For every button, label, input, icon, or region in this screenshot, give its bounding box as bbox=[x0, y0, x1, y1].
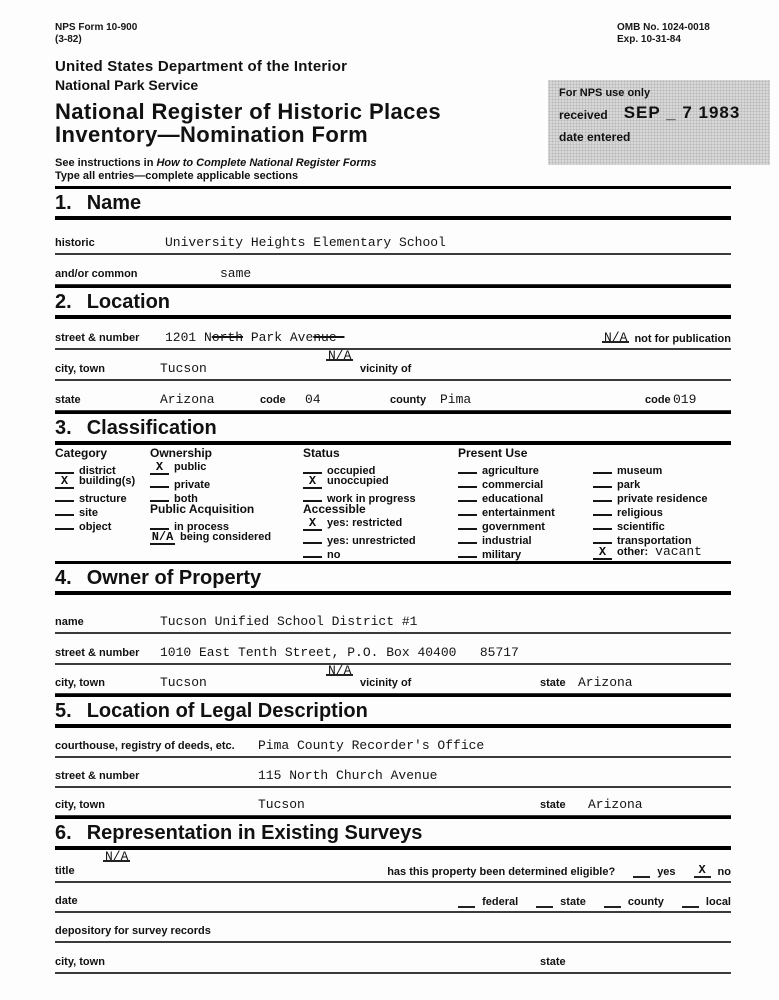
omb-block bbox=[617, 22, 710, 46]
owner-city-label: city, town bbox=[55, 677, 105, 689]
checkbox-label: industrial bbox=[482, 535, 532, 547]
na-value: N/A bbox=[604, 330, 628, 345]
legal-street-row bbox=[55, 757, 731, 788]
federal-label: federal bbox=[482, 896, 519, 908]
checkbox-item bbox=[458, 502, 555, 519]
checkbox-item bbox=[150, 474, 271, 491]
checkbox-label: yes: restricted bbox=[327, 517, 403, 529]
agency-title: National Park Service bbox=[55, 77, 199, 93]
owner-name-value: Tucson Unified School District #1 bbox=[160, 614, 418, 629]
date-entered-row bbox=[559, 130, 770, 144]
checkbox-item bbox=[593, 460, 708, 477]
city-label: city, town bbox=[55, 363, 105, 375]
checkbox-item bbox=[458, 516, 555, 533]
checkbox-label: yes: unrestricted bbox=[327, 535, 416, 547]
checkbox-label: in process bbox=[174, 521, 230, 533]
checkbox-label: commercial bbox=[482, 479, 544, 491]
section-1-title: Name bbox=[86, 192, 142, 214]
checkbox-item bbox=[303, 460, 416, 477]
checkbox-item bbox=[593, 516, 708, 533]
checkbox-item bbox=[458, 544, 555, 561]
form-title-line1: National Register of Historic Places bbox=[55, 99, 442, 124]
survey-title-label: title bbox=[55, 865, 75, 877]
owner-state-value: Arizona bbox=[578, 675, 633, 690]
yes-blank bbox=[633, 864, 650, 878]
received-row bbox=[559, 103, 770, 123]
checkbox-label: educational bbox=[482, 493, 544, 505]
checkbox-label: scientific bbox=[617, 521, 665, 533]
owner-name-label: name bbox=[55, 616, 84, 628]
street-value: 1201 North Park Avenue— bbox=[165, 330, 345, 345]
state-label: state bbox=[560, 896, 586, 908]
no-blank: X bbox=[694, 864, 711, 878]
checkbox-blank bbox=[55, 502, 74, 516]
checkbox-item bbox=[55, 474, 135, 488]
nps-use-only-label: For NPS use only bbox=[559, 87, 651, 99]
instructions bbox=[55, 157, 377, 183]
category-header: Category bbox=[55, 446, 108, 460]
eligible-question: has this property been determined eligible? bbox=[387, 866, 616, 878]
checkbox-blank bbox=[593, 474, 612, 488]
county-code-value: 019 bbox=[673, 392, 697, 407]
section-5-number: 5. bbox=[55, 700, 72, 722]
common-name-row bbox=[55, 254, 731, 286]
checkbox-label: unoccupied bbox=[327, 475, 389, 487]
checkbox-blank bbox=[458, 502, 477, 516]
checkbox-item bbox=[55, 460, 135, 477]
courthouse-label: courthouse, registry of deeds, etc. bbox=[55, 740, 235, 752]
owner-street-label: street & number bbox=[55, 647, 140, 659]
form-revision: (3-82) bbox=[55, 34, 82, 45]
checkbox-label: private bbox=[174, 479, 211, 491]
section-6-title: Representation in Existing Surveys bbox=[86, 822, 423, 844]
received-label: received bbox=[559, 107, 608, 122]
checkbox-blank bbox=[303, 530, 322, 544]
depository-label: depository for survey records bbox=[55, 925, 211, 937]
struck-text: nue— bbox=[313, 330, 345, 345]
checkbox-label: no bbox=[327, 549, 341, 561]
section-6-number: 6. bbox=[55, 822, 72, 844]
ownership-column bbox=[150, 446, 271, 544]
county-code-label: code bbox=[645, 394, 671, 406]
survey-date-label: date bbox=[55, 895, 78, 907]
checkbox-blank bbox=[593, 460, 612, 474]
checkbox-blank bbox=[55, 488, 74, 502]
section-3-header bbox=[55, 411, 731, 445]
legal-city-label: city, town bbox=[55, 799, 105, 811]
eligible-group bbox=[387, 864, 731, 878]
checkbox-blank bbox=[593, 530, 612, 544]
local-label: local bbox=[705, 896, 731, 908]
checkbox-label: work in progress bbox=[327, 493, 416, 505]
state-label: state bbox=[55, 394, 81, 406]
checkbox-blank bbox=[593, 488, 612, 502]
historic-name-row bbox=[55, 220, 731, 255]
checkbox-item bbox=[458, 460, 555, 477]
checkbox-label: military bbox=[482, 549, 522, 561]
not-for-publication-label: not for publication bbox=[634, 333, 731, 345]
vicinity-na-value: N/A bbox=[328, 348, 352, 363]
survey-city-label: city, town bbox=[55, 956, 105, 968]
checkbox-item bbox=[150, 530, 271, 544]
instructions-line1: See instructions in How to Complete National Register Forms bbox=[55, 157, 377, 169]
survey-state-label: state bbox=[540, 956, 566, 968]
department-title: United States Department of the Interior bbox=[55, 58, 348, 75]
checkbox-item bbox=[303, 516, 416, 530]
checkbox-label: public bbox=[174, 461, 207, 473]
public-acquisition-header: Public Acquisition bbox=[150, 502, 255, 516]
accessible-header: Accessible bbox=[303, 502, 366, 516]
checkbox-label: occupied bbox=[327, 465, 376, 477]
checkbox-label: district bbox=[79, 465, 116, 477]
checkbox-blank: X bbox=[150, 461, 169, 475]
instructions-line2: Type all entries—complete applicable sections bbox=[55, 170, 299, 182]
state-county-row bbox=[55, 380, 731, 412]
checkbox-item bbox=[303, 474, 416, 488]
section-6-header bbox=[55, 816, 731, 850]
checkbox-blank bbox=[458, 544, 477, 558]
omb-expiration: Exp. 10-31-84 bbox=[617, 34, 681, 45]
checkbox-blank bbox=[150, 474, 169, 488]
local-blank bbox=[682, 894, 699, 908]
survey-city-row bbox=[55, 942, 731, 974]
checkbox-item bbox=[55, 516, 135, 533]
owner-vicinity-label: vicinity of bbox=[360, 677, 412, 689]
courthouse-value: Pima County Recorder's Office bbox=[258, 738, 485, 753]
checkbox-item bbox=[303, 530, 416, 547]
checkbox-item bbox=[150, 460, 271, 474]
common-value: same bbox=[220, 266, 252, 281]
section-2-number: 2. bbox=[55, 291, 72, 313]
checkbox-label: agriculture bbox=[482, 465, 539, 477]
vicinity-label: vicinity of bbox=[360, 363, 412, 375]
checkbox-blank bbox=[150, 488, 169, 502]
checkbox-blank bbox=[303, 460, 322, 474]
state-blank bbox=[536, 894, 553, 908]
section-5-title: Location of Legal Description bbox=[86, 700, 368, 722]
checkbox-label: entertainment bbox=[482, 507, 555, 519]
struck-text: orth bbox=[211, 330, 244, 345]
checkbox-item bbox=[55, 488, 135, 505]
street-number-row bbox=[55, 319, 731, 350]
legal-street-label: street & number bbox=[55, 770, 140, 782]
checkbox-blank bbox=[458, 516, 477, 530]
owner-vicinity-na: N/A bbox=[328, 663, 352, 678]
common-label: and/or common bbox=[55, 268, 138, 280]
checkbox-label: object bbox=[79, 521, 112, 533]
checkbox-label: other: bbox=[617, 546, 649, 558]
county-label: county bbox=[390, 394, 427, 406]
city-town-row bbox=[55, 349, 731, 381]
status-header: Status bbox=[303, 446, 340, 460]
omb-number: OMB No. 1024-0018 bbox=[617, 22, 710, 33]
street-label: street & number bbox=[55, 332, 140, 344]
checkbox-item bbox=[458, 488, 555, 505]
checkbox-item bbox=[593, 488, 708, 505]
section-4-title: Owner of Property bbox=[86, 567, 262, 589]
survey-title-row bbox=[55, 850, 731, 883]
not-for-publication-group bbox=[604, 330, 731, 345]
other-value: vacant bbox=[655, 544, 702, 559]
checkbox-label: private residence bbox=[617, 493, 708, 505]
county-blank bbox=[604, 894, 621, 908]
checkbox-blank bbox=[150, 516, 169, 530]
status-column bbox=[303, 446, 416, 561]
section-2-title: Location bbox=[86, 291, 171, 313]
checkbox-blank bbox=[593, 502, 612, 516]
checkbox-blank bbox=[458, 488, 477, 502]
checkbox-label: religious bbox=[617, 507, 663, 519]
checkbox-label: both bbox=[174, 493, 198, 505]
depository-row bbox=[55, 912, 731, 943]
legal-city-row bbox=[55, 787, 731, 817]
form-number: NPS Form 10-900 bbox=[55, 22, 138, 33]
checkbox-label: building(s) bbox=[79, 475, 136, 487]
form-title bbox=[55, 100, 441, 146]
form-number-block bbox=[55, 22, 137, 46]
owner-state-label: state bbox=[540, 677, 566, 689]
checkbox-blank bbox=[303, 488, 322, 502]
checkbox-blank bbox=[55, 516, 74, 530]
spacer bbox=[593, 446, 708, 460]
no-label: no bbox=[717, 866, 731, 878]
checkbox-blank: X bbox=[303, 475, 322, 489]
checkbox-item-other bbox=[593, 544, 708, 558]
yes-label: yes bbox=[657, 866, 676, 878]
legal-city-value: Tucson bbox=[258, 797, 305, 812]
state-value: Arizona bbox=[160, 392, 215, 407]
courthouse-row bbox=[55, 728, 731, 758]
historic-label: historic bbox=[55, 237, 95, 249]
owner-name-row bbox=[55, 596, 731, 634]
present-use-column-2 bbox=[593, 446, 708, 558]
checkbox-blank bbox=[458, 460, 477, 474]
received-date-stamp: SEP _ 7 1983 bbox=[623, 103, 741, 122]
owner-street-row bbox=[55, 633, 731, 665]
date-entered-label: date entered bbox=[559, 130, 631, 144]
survey-level-group bbox=[458, 894, 731, 908]
checkbox-blank: X bbox=[303, 517, 322, 531]
present-use-header: Present Use bbox=[458, 446, 528, 460]
owner-city-value: Tucson bbox=[160, 675, 207, 690]
section-4-header bbox=[55, 561, 731, 595]
checkbox-blank bbox=[458, 530, 477, 544]
present-use-column bbox=[458, 446, 555, 561]
checkbox-label: government bbox=[482, 521, 545, 533]
checkbox-label: site bbox=[79, 507, 98, 519]
survey-date-row bbox=[55, 882, 731, 913]
section-4-number: 4. bbox=[55, 567, 72, 589]
checkbox-blank bbox=[303, 544, 322, 558]
checkbox-blank bbox=[593, 516, 612, 530]
checkbox-blank bbox=[55, 460, 74, 474]
form-title-line2: Inventory—Nomination Form bbox=[55, 122, 369, 147]
checkbox-label: being considered bbox=[180, 531, 272, 543]
historic-value: University Heights Elementary School bbox=[165, 235, 446, 250]
state-code-value: 04 bbox=[305, 392, 321, 407]
section-3-title: Classification bbox=[86, 417, 217, 439]
section-1-header bbox=[55, 186, 731, 220]
federal-blank bbox=[458, 894, 475, 908]
checkbox-label: museum bbox=[617, 465, 663, 477]
owner-street-value: 1010 East Tenth Street, P.O. Box 40400 85717 bbox=[160, 645, 519, 660]
checkbox-blank: X bbox=[593, 546, 612, 560]
checkbox-item bbox=[303, 488, 416, 505]
city-value: Tucson bbox=[160, 361, 207, 376]
legal-street-value: 115 North Church Avenue bbox=[258, 768, 438, 783]
checkbox-blank: X bbox=[55, 475, 74, 489]
checkbox-item bbox=[150, 488, 271, 505]
section-3-number: 3. bbox=[55, 417, 72, 439]
checkbox-blank: N/A bbox=[151, 530, 174, 544]
section-2-header bbox=[55, 285, 731, 319]
category-column bbox=[55, 446, 136, 533]
nps-use-only-box bbox=[548, 80, 770, 165]
instructions-booklet-title: How to Complete National Register Forms bbox=[156, 157, 377, 169]
legal-state-value: Arizona bbox=[588, 797, 643, 812]
checkbox-label: structure bbox=[79, 493, 127, 505]
checkbox-label: park bbox=[617, 479, 641, 491]
checkbox-item bbox=[150, 516, 271, 533]
checkbox-item bbox=[593, 530, 708, 547]
checkbox-label: transportation bbox=[617, 535, 692, 547]
ownership-header: Ownership bbox=[150, 446, 213, 460]
checkbox-blank bbox=[458, 474, 477, 488]
section-1-number: 1. bbox=[55, 192, 72, 214]
owner-city-row bbox=[55, 664, 731, 695]
legal-state-label: state bbox=[540, 799, 566, 811]
county-label: county bbox=[627, 896, 664, 908]
section-5-header bbox=[55, 694, 731, 728]
county-value: Pima bbox=[440, 392, 472, 407]
checkbox-item bbox=[458, 474, 555, 491]
state-code-label: code bbox=[260, 394, 286, 406]
survey-title-value: N/A bbox=[105, 849, 129, 864]
